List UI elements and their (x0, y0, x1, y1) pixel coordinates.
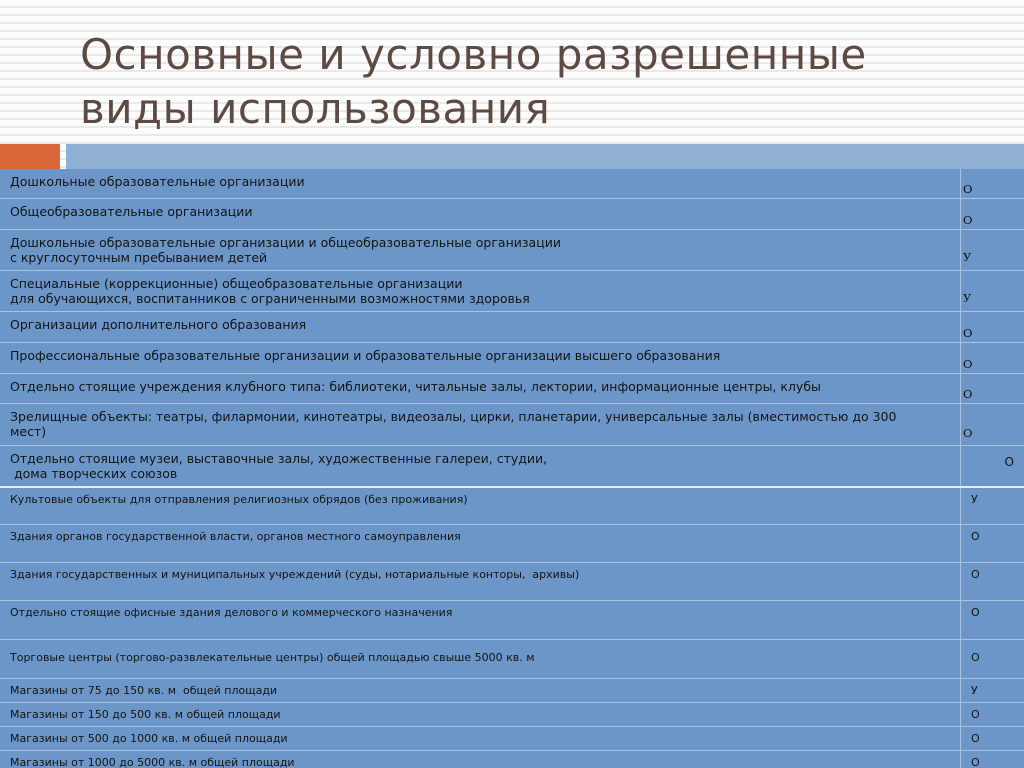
row-name-text: Торговые центры (торгово-развлекательные центры) общей площадью свыше 5000 кв. м (10, 651, 535, 664)
table-row (0, 312, 1024, 343)
row-name (0, 679, 961, 702)
table-row (0, 751, 1024, 768)
table-row (0, 601, 1024, 640)
row-name-text: Здания государственных и муниципальных учреждений (суды, нотариальные конторы, архивы) (10, 568, 580, 581)
row-code-text: О (963, 426, 973, 440)
table-row (0, 271, 1024, 312)
row-code-text: О (971, 756, 980, 768)
row-name (0, 727, 961, 750)
table-row (0, 488, 1024, 525)
row-name (0, 343, 961, 373)
row-name-text: Организации дополнительного образования (10, 317, 307, 332)
row-code (961, 727, 1024, 750)
row-name (0, 751, 961, 768)
row-name-text: Отдельно стоящие учреждения клубного типа: библиотеки, читальные залы, лектории, информационные центры, клубы (10, 379, 821, 394)
row-name (0, 404, 961, 445)
row-name-text: Магазины от 150 до 500 кв. м общей площади (10, 708, 281, 721)
row-name-text: Дошкольные образовательные организации (10, 174, 305, 189)
row-name-text: Магазины от 75 до 150 кв. м общей площади (10, 684, 278, 697)
row-name-line-1: Специальные (коррекционные) общеобразовательные организации (10, 276, 463, 291)
table-row (0, 374, 1024, 404)
slide-title (80, 28, 1000, 136)
row-name (0, 312, 961, 342)
row-code (961, 751, 1024, 768)
row-code (961, 404, 1024, 445)
table-row (0, 679, 1024, 703)
row-code (961, 271, 1024, 311)
table-row (0, 343, 1024, 374)
row-code (961, 525, 1024, 562)
row-code (961, 446, 1024, 486)
row-code (961, 199, 1024, 229)
row-code (961, 640, 1024, 678)
row-name-text: Профессиональные образовательные организации и образовательные организации высшего образования (10, 348, 721, 363)
slide-title-line-2: виды использования (80, 84, 551, 133)
row-code (961, 488, 1024, 524)
row-code-text: О (971, 732, 980, 745)
row-name-text: Магазины от 500 до 1000 кв. м общей площади (10, 732, 288, 745)
row-name (0, 374, 961, 403)
row-code-text: У (971, 684, 978, 697)
row-name-line-1: Дошкольные образовательные организации и общеобразовательные организации (10, 235, 561, 250)
row-name (0, 703, 961, 726)
row-code (961, 601, 1024, 639)
row-code-text: О (963, 387, 973, 401)
row-name-line-2: дома творческих союзов (10, 466, 178, 481)
row-name-text: Культовые объекты для отправления религиозных обрядов (без проживания) (10, 493, 468, 506)
row-code-text: О (971, 651, 980, 664)
row-code-text: О (1004, 455, 1014, 469)
row-code (961, 169, 1024, 198)
slide-title-line-1: Основные и условно разрешенные (80, 30, 867, 79)
table-row (0, 446, 1024, 486)
row-code-text: У (963, 250, 972, 264)
row-name-line-1: Отдельно стоящие музеи, выставочные залы, художественные галереи, студии, (10, 451, 548, 466)
row-name-line-2: с круглосуточным пребыванием детей (10, 250, 268, 265)
row-name-line-1: Зрелищные объекты: театры, филармонии, кинотеатры, видеозалы, цирки, планетарии, универсальные залы (вместимостью до 300 (10, 409, 897, 424)
table-row (0, 727, 1024, 751)
row-name (0, 488, 961, 524)
row-code (961, 703, 1024, 726)
row-code-text: О (963, 182, 973, 196)
land-use-table (0, 169, 1024, 768)
row-code-text: О (971, 708, 980, 721)
row-name (0, 525, 961, 562)
accent-bar-orange (0, 144, 60, 169)
row-name-text: Магазины от 1000 до 5000 кв. м общей площади (10, 756, 295, 768)
table-row (0, 703, 1024, 727)
table-row (0, 640, 1024, 679)
row-name (0, 563, 961, 600)
row-name (0, 169, 961, 198)
row-name (0, 271, 961, 311)
row-name (0, 446, 961, 486)
row-code-text: О (963, 326, 973, 340)
row-name (0, 601, 961, 639)
row-name-line-2: для обучающихся, воспитанников с ограниченными возможностями здоровья (10, 291, 530, 306)
row-code (961, 343, 1024, 373)
row-name-line-2: мест) (10, 424, 47, 439)
table-row (0, 230, 1024, 271)
row-code-text: О (963, 213, 973, 227)
row-code-text: У (971, 493, 978, 506)
row-name (0, 199, 961, 229)
row-code (961, 312, 1024, 342)
table-row (0, 563, 1024, 601)
row-code-text: У (963, 291, 972, 305)
row-name (0, 640, 961, 678)
row-code (961, 230, 1024, 270)
row-code-text: О (963, 357, 973, 371)
row-code-text: О (971, 568, 980, 581)
table-row (0, 169, 1024, 199)
row-code (961, 563, 1024, 600)
row-code (961, 679, 1024, 702)
row-code (961, 374, 1024, 403)
row-name-text: Общеобразовательные организации (10, 204, 253, 219)
row-name-text: Здания органов государственной власти, органов местного самоуправления (10, 530, 461, 543)
table-row (0, 525, 1024, 563)
row-code-text: О (971, 606, 980, 619)
accent-bar-blue (66, 144, 1024, 169)
table-row (0, 404, 1024, 446)
row-code-text: О (971, 530, 980, 543)
table-row (0, 199, 1024, 230)
row-name-text: Отдельно стоящие офисные здания делового и коммерческого назначения (10, 606, 453, 619)
row-name (0, 230, 961, 270)
